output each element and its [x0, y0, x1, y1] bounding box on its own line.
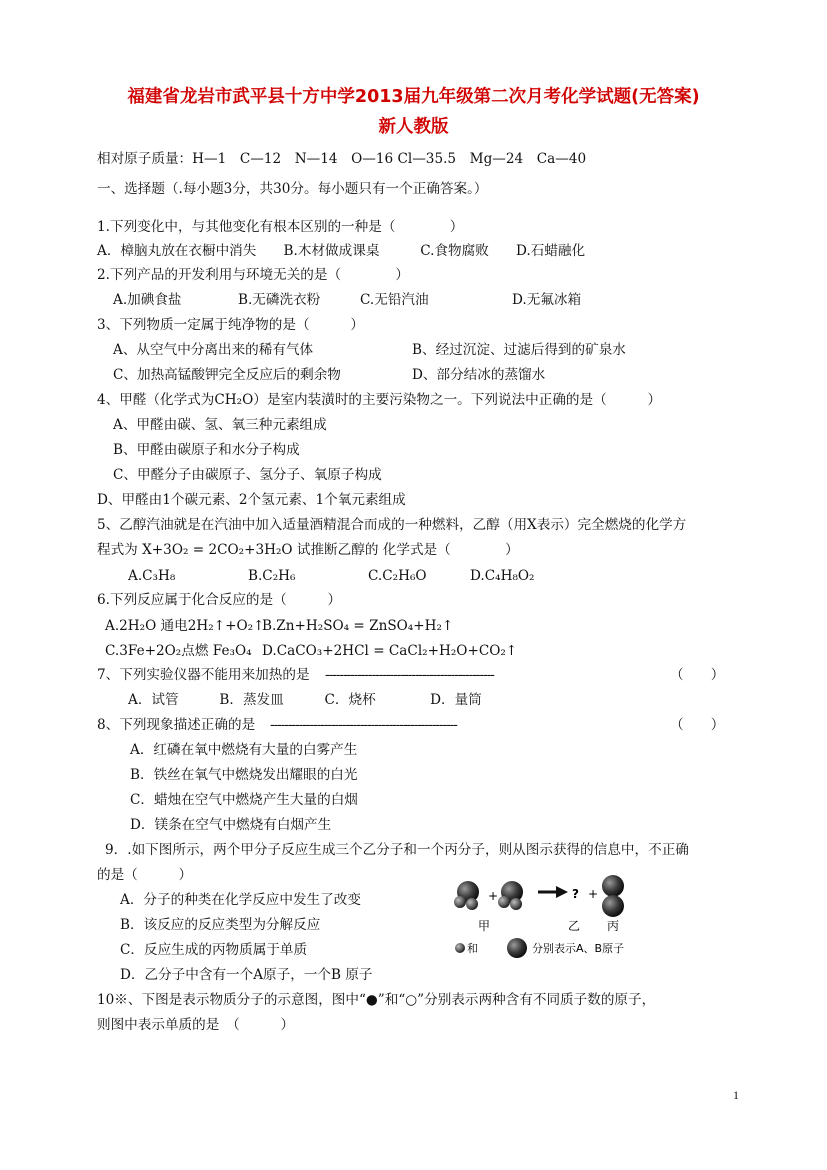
- label-jia: 甲: [478, 919, 491, 933]
- q2-option-d: D.无氟冰箱: [512, 292, 582, 308]
- q4-option-d: D、甲醛由1个碳元素、2个氢元素、1个氧元素组成: [97, 492, 406, 508]
- question-mark: ?: [572, 887, 579, 901]
- legend-atom-a: [455, 943, 465, 953]
- q8-option-c: C．蜡烛在空气中燃烧产生大量的白烟: [130, 792, 358, 808]
- q5-line2: 程式为 X+3O₂ = 2CO₂+3H₂O 试推断乙醇的 化学式是（ ）: [97, 542, 519, 558]
- q3-option-c: C、加热高锰酸钾完全反应后的剩余物: [113, 367, 341, 383]
- plus-sign-2: +: [588, 887, 599, 901]
- q5-option-d: D.C₄H₈O₂: [470, 568, 535, 584]
- q2-stem: 2.下列产品的开发利用与环境无关的是（ ）: [97, 267, 410, 283]
- q6-option-b: B.Zn+H₂SO₄ = ZnSO₄+H₂↑: [262, 618, 454, 634]
- q7-options: A．试管 B．蒸发皿 C．烧杯 D．量筒: [128, 692, 482, 708]
- molecule-bing: [602, 875, 624, 917]
- q10-line2: 则图中表示单质的是 （ ）: [97, 1017, 295, 1033]
- q5-line1: 5、乙醇汽油就是在汽油中加入适量酒精混合而成的一种燃料，乙醇（用X表示）完全燃烧的化学方: [97, 517, 687, 533]
- q9-line1: 9．.如下图所示，两个甲分子反应生成三个乙分子和一个丙分子，则从图示获得的信息中，不正确: [105, 842, 689, 858]
- q9-line2: 的是（ ）: [97, 867, 193, 883]
- legend-and: 和: [467, 942, 478, 955]
- q8-option-a: A．红磷在氧中燃烧有大量的白雾产生: [130, 742, 358, 758]
- q8-dashes: ----------------------------------------------------: [270, 717, 457, 733]
- q3-option-b: B、经过沉淀、过滤后得到的矿泉水: [412, 342, 626, 358]
- q6-option-d: D.CaCO₃+2HCl = CaCl₂+H₂O+CO₂↑: [262, 643, 518, 659]
- q1-stem: 1.下列变化中，与其他变化有根本区别的一种是（ ）: [97, 219, 464, 235]
- q9-option-c: C．反应生成的丙物质属于单质: [120, 942, 308, 958]
- q8-paren: （ ）: [670, 717, 725, 733]
- q8-option-b: B．铁丝在氧气中燃烧发出耀眼的白光: [130, 767, 358, 783]
- q6-option-c: C.3Fe+2O₂点燃 Fe₃O₄: [105, 643, 252, 659]
- page-number: 1: [733, 1088, 739, 1102]
- reaction-arrow: [538, 886, 568, 898]
- q4-stem: [97, 391, 661, 409]
- q6-stem: 6.下列反应属于化合反应的是（ ）: [97, 592, 342, 608]
- reaction-diagram: [450, 868, 670, 968]
- q8-stem: 8、下列现象描述正确的是: [97, 717, 256, 733]
- q9-option-d: D．乙分子中含有一个A原子，一个B 原子: [120, 967, 373, 983]
- q7-paren: （ ）: [670, 667, 725, 683]
- q4-option-a: A、甲醛由碳、氢、氧三种元素组成: [113, 417, 327, 433]
- q9-option-b: B．该反应的反应类型为分解反应: [120, 917, 321, 933]
- q4-stem-post: ）是室内装潢时的主要污染物之一。下列说法中正确的是（ ）: [253, 392, 662, 408]
- q4-option-b: B、甲醛由碳原子和水分子构成: [113, 442, 300, 458]
- q8-option-d: D．镁条在空气中燃烧有白烟产生: [130, 817, 332, 833]
- q3-option-a: A、从空气中分离出来的稀有气体: [113, 342, 314, 358]
- q4-formula: CH₂O: [214, 392, 254, 408]
- section1-header: 一、选择题（.每小题3分，共30分。每小题只有一个正确答案。）: [97, 181, 488, 197]
- q3-stem: 3、下列物质一定属于纯净物的是（ ）: [97, 317, 364, 333]
- q4-option-c: C、甲醛分子由碳原子、氢分子、氧原子构成: [113, 467, 382, 483]
- molecule-jia-1: [454, 881, 479, 910]
- label-yi: 乙: [568, 919, 581, 933]
- atomic-masses: 相对原子质量：H—1 C—12 N—14 O—16 Cl—35.5 Mg—24 Ca—40: [97, 151, 587, 167]
- q7-dashes: -----------------------------------------------: [325, 667, 494, 683]
- molecule-jia-2: [498, 881, 523, 910]
- q5-option-b: B.C₂H₆: [248, 568, 296, 584]
- plus-sign-1: +: [488, 889, 499, 903]
- document-title-line2: 新人教版: [378, 117, 449, 137]
- q4-stem-pre: 4、甲醛（化学式为: [97, 392, 215, 408]
- label-bing: 丙: [607, 919, 620, 933]
- legend-text: 分别表示A、B原子: [532, 942, 625, 955]
- q1-options: A．樟脑丸放在衣橱中消失 B.木材做成课桌 C.食物腐败 D.石蜡融化: [97, 243, 586, 259]
- q3-option-d: D、部分结冰的蒸馏水: [412, 367, 546, 383]
- q6-option-a: A.2H₂O 通电2H₂↑+O₂↑: [105, 618, 265, 634]
- q2-option-a: A.加碘食盐: [113, 292, 182, 308]
- q2-option-c: C.无铅汽油: [360, 292, 429, 308]
- q2-option-b: B.无磷洗衣粉: [238, 292, 321, 308]
- legend-atom-b: [507, 938, 527, 958]
- q10-line1: 10※、下图是表示物质分子的示意图，图中“●”和“○”分别表示两种含有不同质子数的原子，: [97, 992, 656, 1008]
- q5-option-a: A.C₃H₈: [128, 568, 176, 584]
- q7-stem: 7、下列实验仪器不能用来加热的是: [97, 667, 310, 683]
- q9-option-a: A．分子的种类在化学反应中发生了改变: [120, 892, 361, 908]
- document-title-line1: 福建省龙岩市武平县十方中学2013届九年级第二次月考化学试题(无答案): [127, 87, 700, 107]
- q5-option-c: C.C₂H₆O: [368, 568, 427, 584]
